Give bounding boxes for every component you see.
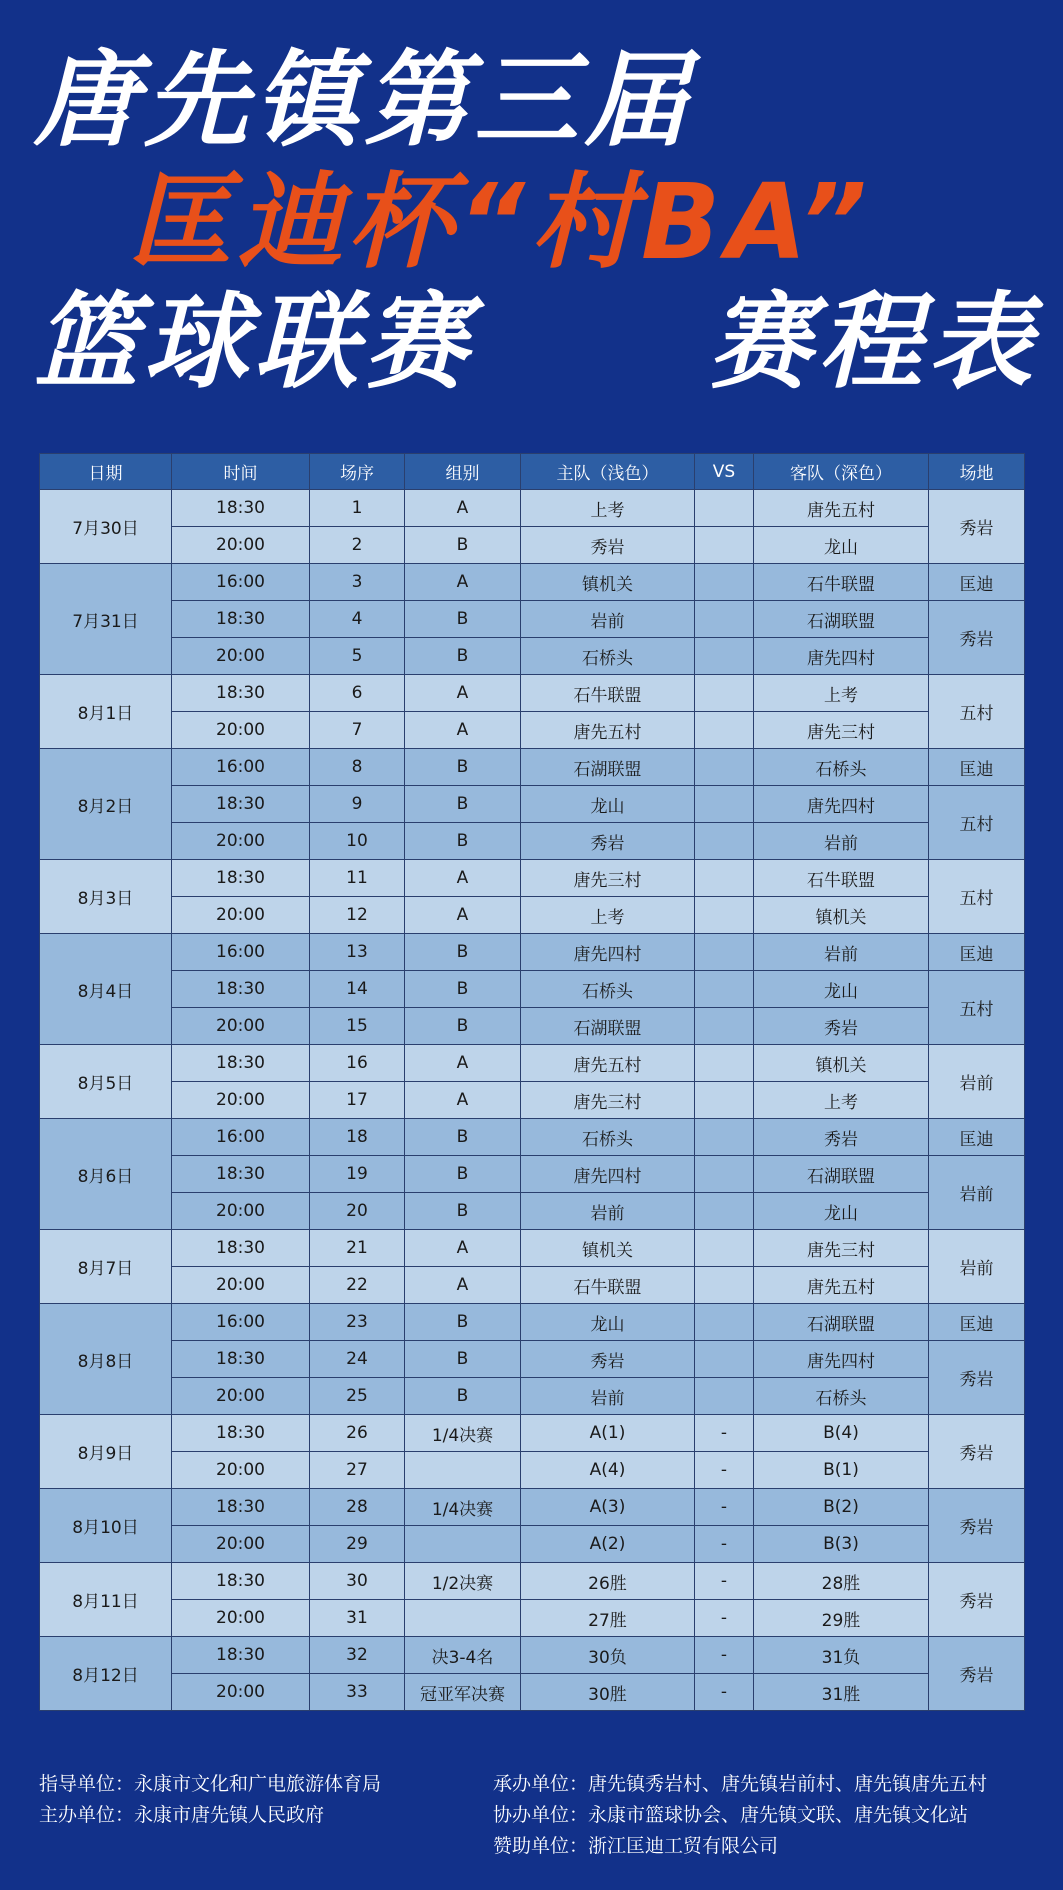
match-no-cell: 8 bbox=[310, 749, 405, 786]
vs-cell bbox=[695, 1119, 754, 1156]
home-team-cell: 唐先五村 bbox=[521, 1045, 695, 1082]
home-team-cell: 上考 bbox=[521, 897, 695, 934]
vs-cell bbox=[695, 638, 754, 675]
table-row bbox=[40, 1193, 1025, 1230]
table-row bbox=[40, 1637, 1025, 1674]
table-row bbox=[40, 1267, 1025, 1304]
away-team-cell: 石湖联盟 bbox=[754, 601, 929, 638]
match-no-cell: 3 bbox=[310, 564, 405, 601]
venue-cell: 五村 bbox=[929, 675, 1025, 749]
time-cell: 16:00 bbox=[172, 1119, 310, 1156]
match-no-cell: 10 bbox=[310, 823, 405, 860]
home-team-cell: 唐先三村 bbox=[521, 860, 695, 897]
group-cell: B bbox=[405, 1193, 521, 1230]
date-cell: 8月5日 bbox=[40, 1045, 172, 1119]
group-cell: 1/4决赛 bbox=[405, 1415, 521, 1452]
venue-cell: 秀岩 bbox=[929, 601, 1025, 675]
vs-cell bbox=[695, 712, 754, 749]
vs-cell bbox=[695, 1341, 754, 1378]
vs-cell bbox=[695, 823, 754, 860]
home-team-cell: A(2) bbox=[521, 1526, 695, 1563]
vs-cell bbox=[695, 1193, 754, 1230]
date-cell: 8月8日 bbox=[40, 1304, 172, 1415]
time-cell: 18:30 bbox=[172, 490, 310, 527]
time-cell: 20:00 bbox=[172, 1600, 310, 1637]
venue-cell: 岩前 bbox=[929, 1230, 1025, 1304]
group-cell bbox=[405, 1452, 521, 1489]
group-cell: A bbox=[405, 712, 521, 749]
away-team-cell: 31胜 bbox=[754, 1674, 929, 1711]
group-cell: A bbox=[405, 1045, 521, 1082]
away-team-cell: 唐先四村 bbox=[754, 638, 929, 675]
time-cell: 18:30 bbox=[172, 1341, 310, 1378]
match-no-cell: 15 bbox=[310, 1008, 405, 1045]
match-no-cell: 30 bbox=[310, 1563, 405, 1600]
home-team-cell: 唐先四村 bbox=[521, 934, 695, 971]
date-cell: 8月11日 bbox=[40, 1563, 172, 1637]
home-team-cell: 石桥头 bbox=[521, 971, 695, 1008]
away-team-cell: B(3) bbox=[754, 1526, 929, 1563]
away-team-cell: 石桥头 bbox=[754, 1378, 929, 1415]
match-no-cell: 16 bbox=[310, 1045, 405, 1082]
time-cell: 18:30 bbox=[172, 1230, 310, 1267]
match-no-cell: 27 bbox=[310, 1452, 405, 1489]
time-cell: 20:00 bbox=[172, 1193, 310, 1230]
group-cell bbox=[405, 1526, 521, 1563]
time-cell: 20:00 bbox=[172, 897, 310, 934]
time-cell: 18:30 bbox=[172, 1489, 310, 1526]
table-row bbox=[40, 1008, 1025, 1045]
vs-cell: - bbox=[695, 1526, 754, 1563]
footer-right bbox=[493, 1769, 987, 1862]
table-row bbox=[40, 564, 1025, 601]
group-cell: A bbox=[405, 897, 521, 934]
vs-cell: - bbox=[695, 1452, 754, 1489]
away-team-cell: 镇机关 bbox=[754, 897, 929, 934]
away-team-cell: 29胜 bbox=[754, 1600, 929, 1637]
group-cell: A bbox=[405, 564, 521, 601]
home-team-cell: 30负 bbox=[521, 1637, 695, 1674]
match-no-cell: 29 bbox=[310, 1526, 405, 1563]
home-team-cell: 镇机关 bbox=[521, 1230, 695, 1267]
group-cell: B bbox=[405, 1378, 521, 1415]
vs-cell bbox=[695, 1082, 754, 1119]
time-cell: 18:30 bbox=[172, 786, 310, 823]
table-row bbox=[40, 860, 1025, 897]
group-cell: A bbox=[405, 490, 521, 527]
time-cell: 20:00 bbox=[172, 527, 310, 564]
away-team-cell: 31负 bbox=[754, 1637, 929, 1674]
header-home: 主队（浅色） bbox=[521, 454, 695, 490]
match-no-cell: 32 bbox=[310, 1637, 405, 1674]
home-team-cell: 唐先五村 bbox=[521, 712, 695, 749]
home-team-cell: 唐先三村 bbox=[521, 1082, 695, 1119]
table-row bbox=[40, 490, 1025, 527]
vs-cell: - bbox=[695, 1489, 754, 1526]
home-team-cell: 秀岩 bbox=[521, 527, 695, 564]
table-row bbox=[40, 638, 1025, 675]
away-team-cell: 岩前 bbox=[754, 823, 929, 860]
away-team-cell: 唐先三村 bbox=[754, 712, 929, 749]
date-cell: 8月4日 bbox=[40, 934, 172, 1045]
venue-cell: 匡迪 bbox=[929, 1119, 1025, 1156]
home-team-cell: 秀岩 bbox=[521, 1341, 695, 1378]
match-no-cell: 13 bbox=[310, 934, 405, 971]
group-cell: B bbox=[405, 1304, 521, 1341]
time-cell: 16:00 bbox=[172, 1304, 310, 1341]
home-team-cell: 26胜 bbox=[521, 1563, 695, 1600]
venue-cell: 岩前 bbox=[929, 1045, 1025, 1119]
footer-co-organizer: 协办单位：永康市篮球协会、唐先镇文联、唐先镇文化站 bbox=[493, 1804, 969, 1826]
table-row bbox=[40, 786, 1025, 823]
footer-sponsor: 赞助单位：浙江匡迪工贸有限公司 bbox=[493, 1835, 779, 1857]
vs-cell: - bbox=[695, 1600, 754, 1637]
title-line-4: 赛程表 bbox=[708, 281, 1039, 403]
match-no-cell: 11 bbox=[310, 860, 405, 897]
table-row bbox=[40, 1082, 1025, 1119]
table-row bbox=[40, 823, 1025, 860]
match-no-cell: 20 bbox=[310, 1193, 405, 1230]
group-cell: B bbox=[405, 749, 521, 786]
vs-cell: - bbox=[695, 1415, 754, 1452]
match-no-cell: 31 bbox=[310, 1600, 405, 1637]
group-cell: B bbox=[405, 1341, 521, 1378]
date-cell: 8月2日 bbox=[40, 749, 172, 860]
vs-cell bbox=[695, 1304, 754, 1341]
match-no-cell: 4 bbox=[310, 601, 405, 638]
away-team-cell: B(2) bbox=[754, 1489, 929, 1526]
vs-cell bbox=[695, 1008, 754, 1045]
table-row bbox=[40, 1489, 1025, 1526]
vs-cell: - bbox=[695, 1674, 754, 1711]
group-cell: B bbox=[405, 786, 521, 823]
home-team-cell: 石桥头 bbox=[521, 638, 695, 675]
venue-cell: 五村 bbox=[929, 971, 1025, 1045]
title-line-1: 唐先镇第三届 bbox=[34, 39, 695, 161]
time-cell: 18:30 bbox=[172, 971, 310, 1008]
away-team-cell: 唐先五村 bbox=[754, 1267, 929, 1304]
vs-cell bbox=[695, 1267, 754, 1304]
time-cell: 18:30 bbox=[172, 1045, 310, 1082]
title-line-2: 匡迪杯“村BA” bbox=[128, 161, 873, 283]
group-cell: A bbox=[405, 1082, 521, 1119]
time-cell: 16:00 bbox=[172, 934, 310, 971]
table-row bbox=[40, 1378, 1025, 1415]
group-cell: A bbox=[405, 860, 521, 897]
time-cell: 18:30 bbox=[172, 675, 310, 712]
home-team-cell: 石牛联盟 bbox=[521, 675, 695, 712]
match-no-cell: 28 bbox=[310, 1489, 405, 1526]
home-team-cell: 龙山 bbox=[521, 786, 695, 823]
home-team-cell: 27胜 bbox=[521, 1600, 695, 1637]
table-row bbox=[40, 1415, 1025, 1452]
group-cell: 决3-4名 bbox=[405, 1637, 521, 1674]
venue-cell: 岩前 bbox=[929, 1156, 1025, 1230]
table-row bbox=[40, 1526, 1025, 1563]
home-team-cell: 唐先四村 bbox=[521, 1156, 695, 1193]
vs-cell bbox=[695, 971, 754, 1008]
match-no-cell: 33 bbox=[310, 1674, 405, 1711]
match-no-cell: 2 bbox=[310, 527, 405, 564]
table-row bbox=[40, 1230, 1025, 1267]
time-cell: 20:00 bbox=[172, 1082, 310, 1119]
time-cell: 18:30 bbox=[172, 1637, 310, 1674]
table-row bbox=[40, 1563, 1025, 1600]
group-cell: B bbox=[405, 1119, 521, 1156]
home-team-cell: 上考 bbox=[521, 490, 695, 527]
away-team-cell: 秀岩 bbox=[754, 1119, 929, 1156]
venue-cell: 匡迪 bbox=[929, 934, 1025, 971]
group-cell: 冠亚军决赛 bbox=[405, 1674, 521, 1711]
vs-cell bbox=[695, 1156, 754, 1193]
match-no-cell: 21 bbox=[310, 1230, 405, 1267]
date-cell: 8月6日 bbox=[40, 1119, 172, 1230]
venue-cell: 秀岩 bbox=[929, 490, 1025, 564]
home-team-cell: 石湖联盟 bbox=[521, 1008, 695, 1045]
vs-cell bbox=[695, 860, 754, 897]
group-cell bbox=[405, 1600, 521, 1637]
away-team-cell: B(1) bbox=[754, 1452, 929, 1489]
home-team-cell: 30胜 bbox=[521, 1674, 695, 1711]
match-no-cell: 26 bbox=[310, 1415, 405, 1452]
home-team-cell: 岩前 bbox=[521, 601, 695, 638]
header-match-no: 场序 bbox=[310, 454, 405, 490]
away-team-cell: 石湖联盟 bbox=[754, 1156, 929, 1193]
time-cell: 20:00 bbox=[172, 1267, 310, 1304]
away-team-cell: 龙山 bbox=[754, 971, 929, 1008]
away-team-cell: 镇机关 bbox=[754, 1045, 929, 1082]
away-team-cell: 石牛联盟 bbox=[754, 564, 929, 601]
away-team-cell: 岩前 bbox=[754, 934, 929, 971]
date-cell: 8月9日 bbox=[40, 1415, 172, 1489]
vs-cell bbox=[695, 1045, 754, 1082]
vs-cell bbox=[695, 527, 754, 564]
title-line-3: 篮球联赛 bbox=[34, 281, 475, 403]
table-row bbox=[40, 897, 1025, 934]
group-cell: B bbox=[405, 601, 521, 638]
vs-cell bbox=[695, 675, 754, 712]
time-cell: 20:00 bbox=[172, 638, 310, 675]
group-cell: B bbox=[405, 1156, 521, 1193]
table-row bbox=[40, 1452, 1025, 1489]
away-team-cell: B(4) bbox=[754, 1415, 929, 1452]
group-cell: B bbox=[405, 638, 521, 675]
home-team-cell: 岩前 bbox=[521, 1378, 695, 1415]
table-row bbox=[40, 527, 1025, 564]
vs-cell bbox=[695, 749, 754, 786]
venue-cell: 秀岩 bbox=[929, 1489, 1025, 1563]
date-cell: 8月10日 bbox=[40, 1489, 172, 1563]
venue-cell: 秀岩 bbox=[929, 1637, 1025, 1711]
match-no-cell: 12 bbox=[310, 897, 405, 934]
footer-host: 主办单位：永康市唐先镇人民政府 bbox=[39, 1804, 325, 1826]
table-row bbox=[40, 1674, 1025, 1711]
time-cell: 20:00 bbox=[172, 1526, 310, 1563]
match-no-cell: 14 bbox=[310, 971, 405, 1008]
table-row bbox=[40, 1156, 1025, 1193]
date-cell: 8月12日 bbox=[40, 1637, 172, 1711]
away-team-cell: 石湖联盟 bbox=[754, 1304, 929, 1341]
away-team-cell: 唐先三村 bbox=[754, 1230, 929, 1267]
venue-cell: 秀岩 bbox=[929, 1563, 1025, 1637]
table-header-row bbox=[40, 454, 1025, 490]
vs-cell bbox=[695, 786, 754, 823]
vs-cell: - bbox=[695, 1563, 754, 1600]
away-team-cell: 龙山 bbox=[754, 1193, 929, 1230]
table-row bbox=[40, 971, 1025, 1008]
table-row bbox=[40, 712, 1025, 749]
vs-cell bbox=[695, 601, 754, 638]
vs-cell bbox=[695, 490, 754, 527]
group-cell: B bbox=[405, 971, 521, 1008]
time-cell: 18:30 bbox=[172, 860, 310, 897]
footer-organizer: 承办单位：唐先镇秀岩村、唐先镇岩前村、唐先镇唐先五村 bbox=[493, 1773, 988, 1795]
match-no-cell: 24 bbox=[310, 1341, 405, 1378]
away-team-cell: 唐先四村 bbox=[754, 1341, 929, 1378]
table-row bbox=[40, 601, 1025, 638]
footer-left bbox=[39, 1769, 381, 1831]
match-no-cell: 5 bbox=[310, 638, 405, 675]
table-row bbox=[40, 1600, 1025, 1637]
home-team-cell: A(1) bbox=[521, 1415, 695, 1452]
venue-cell: 匡迪 bbox=[929, 749, 1025, 786]
vs-cell bbox=[695, 1378, 754, 1415]
header-vs: VS bbox=[695, 454, 754, 490]
time-cell: 20:00 bbox=[172, 1008, 310, 1045]
away-team-cell: 石桥头 bbox=[754, 749, 929, 786]
match-no-cell: 9 bbox=[310, 786, 405, 823]
home-team-cell: 石湖联盟 bbox=[521, 749, 695, 786]
date-cell: 8月3日 bbox=[40, 860, 172, 934]
table-row bbox=[40, 1119, 1025, 1156]
date-cell: 8月1日 bbox=[40, 675, 172, 749]
time-cell: 16:00 bbox=[172, 564, 310, 601]
table-row bbox=[40, 1341, 1025, 1378]
home-team-cell: A(3) bbox=[521, 1489, 695, 1526]
vs-cell bbox=[695, 934, 754, 971]
time-cell: 18:30 bbox=[172, 1156, 310, 1193]
match-no-cell: 18 bbox=[310, 1119, 405, 1156]
header-away: 客队（深色） bbox=[754, 454, 929, 490]
time-cell: 18:30 bbox=[172, 1563, 310, 1600]
time-cell: 20:00 bbox=[172, 712, 310, 749]
venue-cell: 匡迪 bbox=[929, 1304, 1025, 1341]
time-cell: 20:00 bbox=[172, 1452, 310, 1489]
venue-cell: 秀岩 bbox=[929, 1341, 1025, 1415]
match-no-cell: 25 bbox=[310, 1378, 405, 1415]
group-cell: A bbox=[405, 1267, 521, 1304]
venue-cell: 五村 bbox=[929, 786, 1025, 860]
time-cell: 18:30 bbox=[172, 1415, 310, 1452]
table-row bbox=[40, 1045, 1025, 1082]
time-cell: 18:30 bbox=[172, 601, 310, 638]
home-team-cell: 秀岩 bbox=[521, 823, 695, 860]
vs-cell bbox=[695, 1230, 754, 1267]
group-cell: 1/4决赛 bbox=[405, 1489, 521, 1526]
footer-guide: 指导单位：永康市文化和广电旅游体育局 bbox=[39, 1773, 382, 1795]
away-team-cell: 唐先五村 bbox=[754, 490, 929, 527]
home-team-cell: 石桥头 bbox=[521, 1119, 695, 1156]
away-team-cell: 龙山 bbox=[754, 527, 929, 564]
group-cell: 1/2决赛 bbox=[405, 1563, 521, 1600]
header-date: 日期 bbox=[40, 454, 172, 490]
vs-cell: - bbox=[695, 1637, 754, 1674]
group-cell: A bbox=[405, 1230, 521, 1267]
time-cell: 20:00 bbox=[172, 1378, 310, 1415]
time-cell: 16:00 bbox=[172, 749, 310, 786]
match-no-cell: 7 bbox=[310, 712, 405, 749]
header-group: 组别 bbox=[405, 454, 521, 490]
match-no-cell: 6 bbox=[310, 675, 405, 712]
home-team-cell: 龙山 bbox=[521, 1304, 695, 1341]
date-cell: 7月31日 bbox=[40, 564, 172, 675]
group-cell: B bbox=[405, 823, 521, 860]
home-team-cell: A(4) bbox=[521, 1452, 695, 1489]
match-no-cell: 19 bbox=[310, 1156, 405, 1193]
header-venue: 场地 bbox=[929, 454, 1025, 490]
header-time: 时间 bbox=[172, 454, 310, 490]
schedule-body bbox=[40, 490, 1025, 1711]
away-team-cell: 上考 bbox=[754, 1082, 929, 1119]
group-cell: B bbox=[405, 1008, 521, 1045]
away-team-cell: 28胜 bbox=[754, 1563, 929, 1600]
away-team-cell: 唐先四村 bbox=[754, 786, 929, 823]
home-team-cell: 镇机关 bbox=[521, 564, 695, 601]
away-team-cell: 石牛联盟 bbox=[754, 860, 929, 897]
away-team-cell: 上考 bbox=[754, 675, 929, 712]
table-row bbox=[40, 1304, 1025, 1341]
away-team-cell: 秀岩 bbox=[754, 1008, 929, 1045]
table-row bbox=[40, 675, 1025, 712]
vs-cell bbox=[695, 897, 754, 934]
vs-cell bbox=[695, 564, 754, 601]
table-row bbox=[40, 934, 1025, 971]
date-cell: 8月7日 bbox=[40, 1230, 172, 1304]
group-cell: B bbox=[405, 934, 521, 971]
group-cell: A bbox=[405, 675, 521, 712]
time-cell: 20:00 bbox=[172, 1674, 310, 1711]
table-row bbox=[40, 749, 1025, 786]
home-team-cell: 石牛联盟 bbox=[521, 1267, 695, 1304]
date-cell: 7月30日 bbox=[40, 490, 172, 564]
match-no-cell: 22 bbox=[310, 1267, 405, 1304]
time-cell: 20:00 bbox=[172, 823, 310, 860]
venue-cell: 匡迪 bbox=[929, 564, 1025, 601]
match-no-cell: 1 bbox=[310, 490, 405, 527]
group-cell: B bbox=[405, 527, 521, 564]
venue-cell: 五村 bbox=[929, 860, 1025, 934]
venue-cell: 秀岩 bbox=[929, 1415, 1025, 1489]
match-no-cell: 23 bbox=[310, 1304, 405, 1341]
match-no-cell: 17 bbox=[310, 1082, 405, 1119]
home-team-cell: 岩前 bbox=[521, 1193, 695, 1230]
schedule-table bbox=[39, 453, 1025, 1711]
